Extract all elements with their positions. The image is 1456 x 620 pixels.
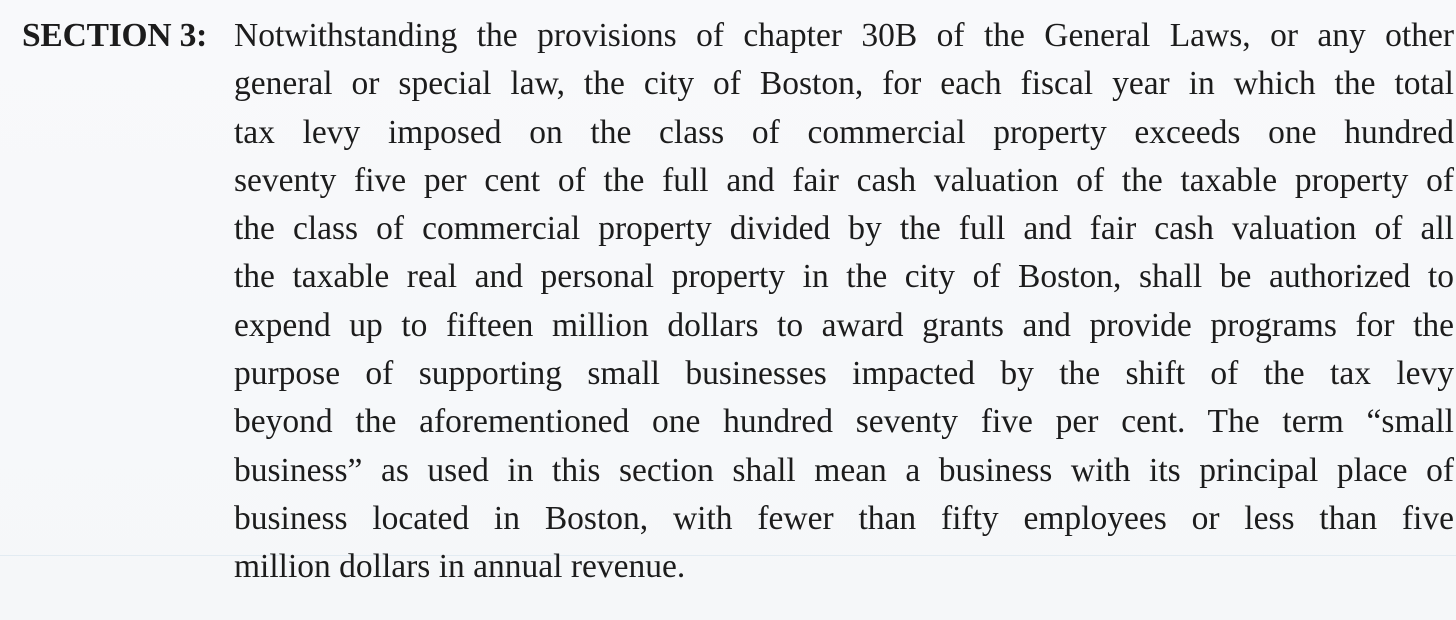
body-line-2: general or special law, the city of Boston, for each fiscal year in which the total bbox=[234, 65, 1454, 103]
body-line-10: business” as used in this section shall mean a business with its principal place of bbox=[234, 451, 1454, 489]
body-line-9: beyond the aforementioned one hundred seventy five per cent. The term “small bbox=[234, 403, 1454, 441]
body-line-3: tax levy imposed on the class of commercial property exceeds one hundred bbox=[234, 113, 1454, 151]
body-line-5: the class of commercial property divided by the full and fair cash valuation of all bbox=[234, 210, 1454, 248]
section-label: SECTION 3: bbox=[22, 17, 208, 54]
body-line-12: million dollars in annual revenue. bbox=[234, 548, 686, 586]
body-line-6: the taxable real and personal property in the city of Boston, shall be authorized to bbox=[234, 258, 1454, 296]
body-line-8: purpose of supporting small businesses impacted by the shift of the tax levy bbox=[234, 355, 1454, 393]
body-line-11: business located in Boston, with fewer than fifty employees or less than five bbox=[234, 499, 1454, 537]
body-line-4: seventy five per cent of the full and fair cash valuation of the taxable property of bbox=[234, 161, 1454, 199]
section-body bbox=[234, 12, 1454, 592]
body-line-7: expend up to fifteen million dollars to award grants and provide programs for the bbox=[234, 306, 1454, 344]
body-line-1: Notwithstanding the provisions of chapter 30B of the General Laws, or any other bbox=[234, 17, 1454, 54]
